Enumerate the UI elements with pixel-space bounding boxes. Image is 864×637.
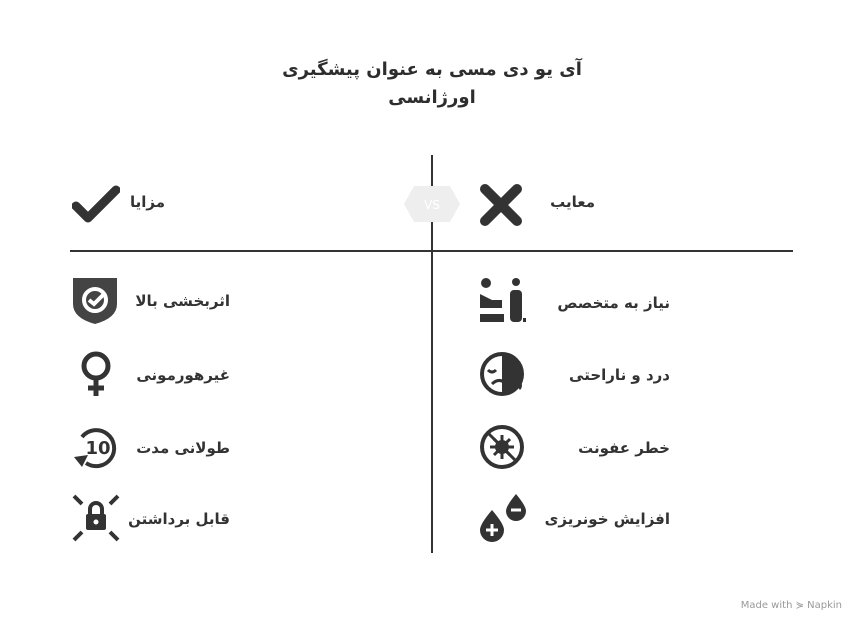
replay-10-icon	[72, 423, 120, 471]
cons-item-label: افزایش خونریزی	[544, 510, 670, 528]
vs-badge	[404, 186, 460, 222]
patient-doctor-icon	[478, 278, 526, 326]
no-virus-icon	[478, 423, 526, 471]
cons-item-label: درد و ناراحتی	[569, 366, 670, 384]
checkmark-icon	[72, 184, 120, 226]
blood-drops-icon	[478, 494, 526, 542]
pros-item-label: طولانی مدت	[136, 439, 230, 457]
vs-label: VS	[424, 198, 440, 212]
x-mark-icon	[478, 182, 524, 228]
shield-check-icon	[71, 276, 119, 324]
cons-item-label: نیاز به متخصص	[557, 294, 670, 312]
female-symbol-icon	[72, 350, 120, 398]
sad-face-icon	[478, 350, 526, 398]
cons-item-label: خطر عفونت	[578, 439, 670, 457]
napkin-credit[interactable]: Made with ⋟ Napkin	[740, 600, 842, 611]
cons-header: معایب	[550, 193, 595, 211]
title-line-1: آی یو دی مسی به عنوان پیشگیری	[282, 59, 582, 80]
svg-text:10: 10	[85, 438, 111, 459]
pros-item-label: غیرهورمونی	[136, 366, 230, 384]
pros-header: مزایا	[129, 193, 165, 211]
lock-arrows-icon	[72, 494, 120, 542]
horizontal-divider	[70, 250, 793, 252]
title-line-2: اورژانسی	[388, 87, 476, 108]
page-title	[232, 56, 632, 112]
pros-item-label: اثربخشی بالا	[135, 292, 230, 310]
pros-item-label: قابل برداشتن	[128, 510, 230, 528]
